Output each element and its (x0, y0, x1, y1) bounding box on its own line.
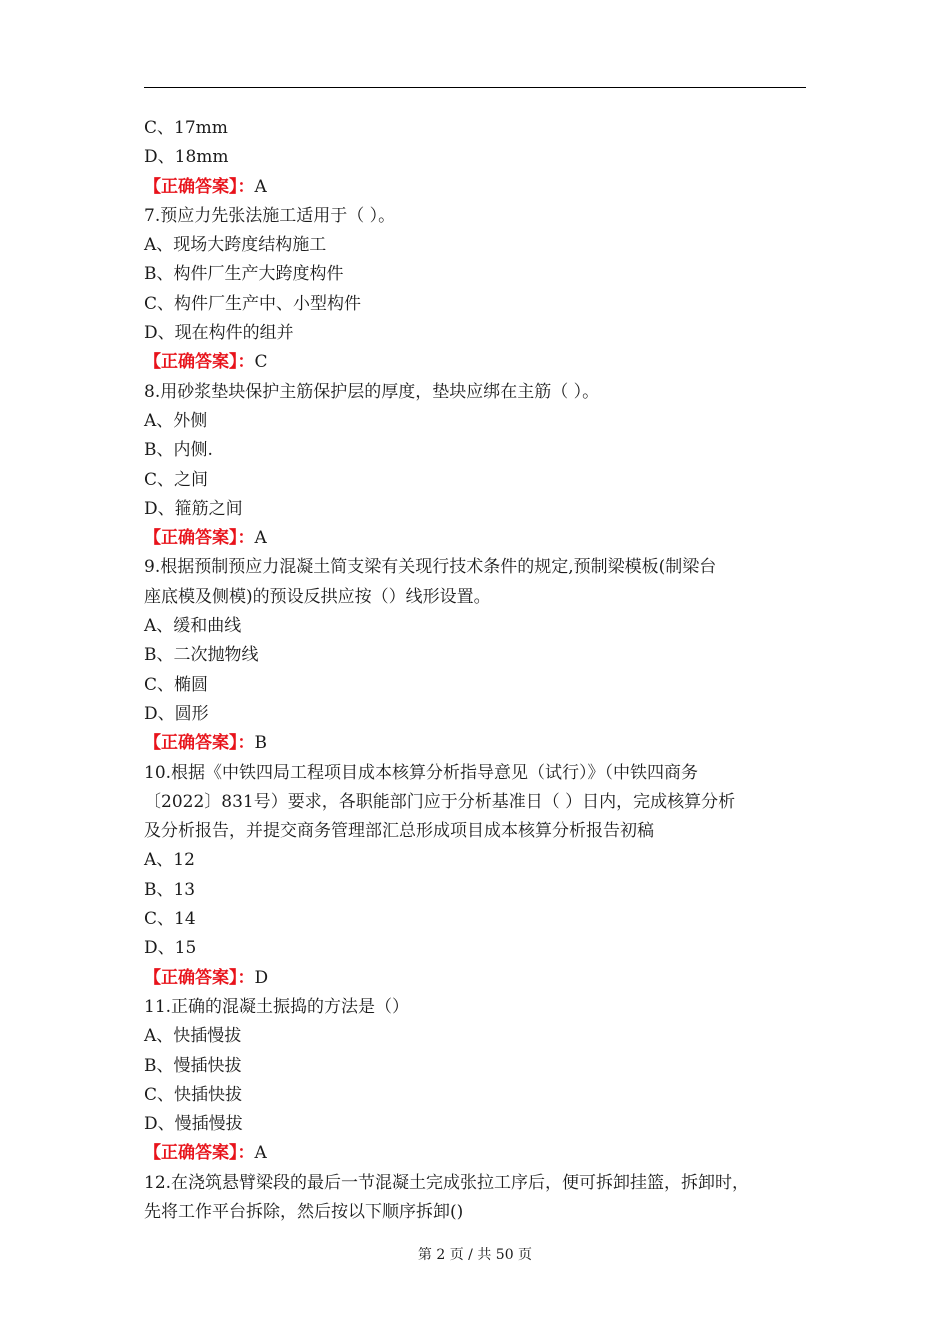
answer-option: C、14 (144, 909, 196, 930)
correct-answer (144, 524, 816, 553)
answer-option: B、慢插快拔 (144, 1055, 242, 1076)
correct-answer (144, 173, 816, 202)
answer-value: A (254, 528, 267, 549)
answer-option: A、快插慢拔 (144, 1026, 242, 1047)
answer-value: C (254, 352, 268, 373)
answer-value: B (254, 733, 267, 754)
answer-option: D、慢插慢拔 (144, 1114, 243, 1135)
answer-option: B、二次抛物线 (144, 645, 259, 666)
answer-option: B、构件厂生产大跨度构件 (144, 264, 344, 285)
question-text: 12.在浇筑悬臂梁段的最后一节混凝土完成张拉工序后，便可拆卸挂篮，拆卸时， (144, 1172, 750, 1193)
answer-option: D、现在构件的组并 (144, 323, 294, 344)
answer-label: 【正确答案】： (144, 967, 255, 988)
answer-option: C、17mm (144, 118, 228, 138)
answer-option: A、外侧 (144, 410, 208, 431)
answer-option: D、圆形 (144, 703, 209, 724)
question-text: 10.根据《中铁四局工程项目成本核算分析指导意见（试行）》（中铁四商务 (144, 762, 699, 783)
question-text: 先将工作平台拆除，然后按以下顺序拆卸() (144, 1201, 464, 1222)
answer-option: A、缓和曲线 (144, 616, 242, 637)
correct-answer (144, 729, 816, 758)
correct-answer (144, 1139, 816, 1168)
answer-option: B、内侧. (144, 440, 213, 461)
question-text: 8.用砂浆垫块保护主筋保护层的厚度，垫块应绑在主筋（ ）。 (144, 381, 600, 402)
correct-answer (144, 964, 816, 993)
answer-label: 【正确答案】： (144, 733, 255, 754)
question-text: 7.预应力先张法施工适用于（ ）。 (144, 205, 396, 226)
answer-option: C、之间 (144, 469, 209, 490)
answer-option: A、12 (144, 850, 195, 871)
answer-option: C、构件厂生产中、小型构件 (144, 293, 362, 314)
correct-answer (144, 348, 816, 377)
answer-label: 【正确答案】： (144, 528, 255, 549)
header-rule (144, 87, 806, 88)
answer-option: C、椭圆 (144, 674, 209, 695)
answer-value: A (254, 1143, 267, 1164)
answer-option: B、13 (144, 879, 196, 900)
answer-label: 【正确答案】： (144, 176, 255, 197)
answer-value: D (254, 967, 269, 988)
answer-label: 【正确答案】： (144, 352, 255, 373)
answer-option: C、快插快拔 (144, 1084, 243, 1105)
answer-label: 【正确答案】： (144, 1143, 255, 1164)
answer-option: D、箍筋之间 (144, 498, 243, 519)
page-footer: 第 2 页 / 共 50 页 (417, 1247, 533, 1263)
question-text: 座底模及侧模)的预设反拱应按（）线形设置。 (144, 586, 491, 607)
answer-value: A (254, 176, 267, 197)
answer-option: A、现场大跨度结构施工 (144, 235, 327, 256)
answer-option: D、15 (144, 938, 197, 959)
document-body (144, 114, 816, 1227)
question-text: 及分析报告，并提交商务管理部汇总形成项目成本核算分析报告初稿 (144, 821, 654, 842)
question-text: 9.根据预制预应力混凝土简支梁有关现行技术条件的规定,预制梁模板(制梁台 (144, 557, 717, 578)
question-text: 11.正确的混凝土振捣的方法是（） (144, 996, 410, 1017)
answer-option: D、18mm (144, 147, 229, 168)
question-text: 〔2022〕831号）要求，各职能部门应于分析基准日（ ）日内，完成核算分析 (144, 791, 736, 812)
